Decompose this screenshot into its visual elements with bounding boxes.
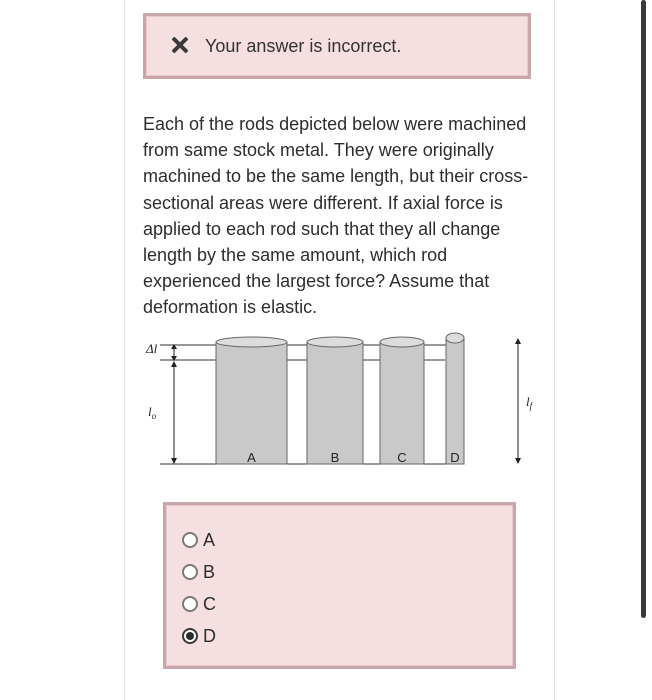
radio-b[interactable] — [182, 564, 198, 580]
rod-b-top — [307, 337, 363, 347]
initial-length-label: $l_o$ — [148, 404, 157, 421]
rod-c-top — [380, 337, 424, 347]
rod-b-body — [307, 342, 363, 464]
final-length-arrow-top — [515, 338, 521, 344]
answer-options-box — [163, 502, 516, 669]
panel-left-border — [124, 0, 125, 700]
option-d-label[interactable]: D — [203, 625, 216, 646]
rod-c-label: C — [397, 450, 407, 465]
rods-diagram — [140, 328, 540, 473]
rod-b-label: B — [330, 450, 340, 465]
delta-l-label: Δl — [146, 341, 158, 356]
rod-a-top — [216, 337, 287, 347]
option-a-label[interactable]: A — [203, 529, 216, 550]
feedback-message: Your answer is incorrect. — [205, 35, 402, 56]
option-a[interactable] — [182, 528, 215, 552]
option-d[interactable] — [182, 624, 216, 648]
rod-a-label: A — [247, 450, 256, 465]
initial-length-arrow-bottom — [171, 458, 177, 464]
incorrect-feedback-banner — [143, 13, 531, 79]
radio-d[interactable] — [182, 628, 198, 644]
rod-c-body — [380, 342, 424, 464]
final-length-arrow-bottom — [515, 458, 521, 464]
rod-d-top — [446, 333, 464, 343]
option-b[interactable] — [182, 560, 215, 584]
question-text: Each of the rods depicted below were machined from same stock metal. They were originally machined to be the same length, but their cross-sectional areas were different. If axial force is applied to each rod such that they all change length by the same amount, which rod experienced the largest force? Assume that deformation is elastic. — [143, 114, 529, 318]
panel-right-border — [554, 0, 555, 700]
rod-d-body — [446, 338, 464, 464]
option-c-label[interactable]: C — [203, 593, 216, 614]
option-b-label[interactable]: B — [203, 561, 216, 582]
rod-a-body — [216, 342, 287, 464]
x-icon — [169, 35, 191, 57]
initial-length-arrow-top — [171, 361, 177, 367]
option-c[interactable] — [182, 592, 216, 616]
radio-c[interactable] — [182, 596, 198, 612]
rod-d-label: D — [450, 450, 460, 465]
radio-a[interactable] — [182, 532, 198, 548]
scrollbar-thumb[interactable] — [641, 0, 646, 618]
final-length-label: $l_f$ — [526, 394, 533, 411]
